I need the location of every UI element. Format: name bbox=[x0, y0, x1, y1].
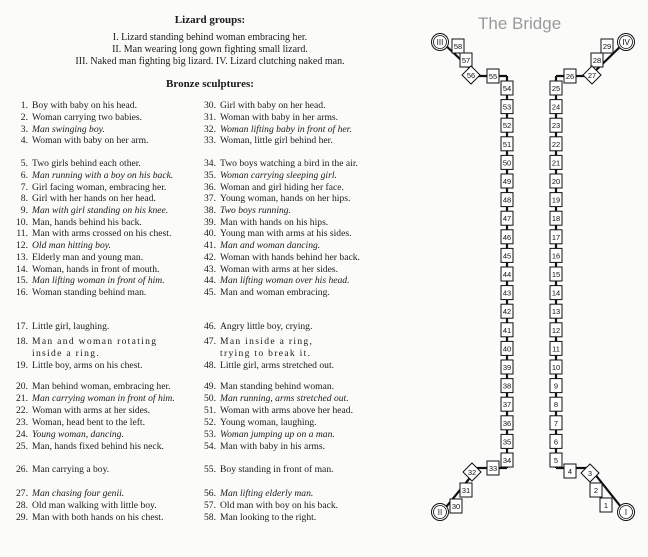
entry-text: Young woman, laughing. bbox=[220, 417, 317, 428]
entry-number: 5. bbox=[20, 158, 28, 169]
sculpture-number: 50 bbox=[502, 158, 512, 168]
entry-number: 3. bbox=[20, 124, 28, 135]
sculpture-number: 38 bbox=[502, 381, 512, 391]
entry-number: 13. bbox=[16, 252, 28, 263]
lizard-line: III. Naked man fighting big lizard. IV. Lizard clutching naked man. bbox=[75, 56, 345, 67]
entry-number: 15. bbox=[16, 275, 28, 286]
entry-text: Man, hands fixed behind his neck. bbox=[32, 441, 164, 452]
bronze-heading: Bronze sculptures: bbox=[166, 78, 254, 90]
sculpture-number: 41 bbox=[502, 325, 512, 335]
sculpture-number: 27 bbox=[587, 71, 597, 80]
entry-text: Man looking to the right. bbox=[220, 512, 317, 523]
entry-number: 10. bbox=[16, 217, 28, 228]
entry-text: Woman standing behind man. bbox=[32, 287, 147, 298]
sculpture-number: 25 bbox=[551, 84, 561, 93]
entry-text: Man carrying a boy. bbox=[32, 464, 110, 475]
sculpture-number: 52 bbox=[502, 121, 512, 131]
sculpture-number: 3 bbox=[587, 469, 593, 478]
entry-number: 12. bbox=[16, 240, 28, 251]
entry-number: 40. bbox=[204, 228, 216, 239]
sculpture-number: 28 bbox=[592, 56, 602, 65]
sculpture-number: 19 bbox=[551, 195, 561, 205]
entry-text: trying to break it. bbox=[220, 348, 312, 359]
entry-text: Little girl, arms stretched out. bbox=[220, 360, 335, 371]
entry-number: 47. bbox=[204, 336, 216, 347]
entry-text: Woman lifting baby in front of her. bbox=[220, 124, 352, 135]
sculpture-number: 44 bbox=[502, 270, 512, 279]
entry-number: 31. bbox=[204, 112, 216, 123]
entry-text: Woman carrying sleeping girl. bbox=[220, 170, 337, 181]
sculpture-number: 9 bbox=[553, 381, 559, 391]
entry-text: Man running with a boy on his back. bbox=[32, 170, 174, 181]
entry-text: Little girl, laughing. bbox=[32, 321, 110, 332]
sculpture-number: 40 bbox=[502, 344, 512, 354]
entry-number: 37. bbox=[204, 193, 216, 204]
entry-number: 22. bbox=[16, 405, 28, 416]
entry-text: Man running, arms stretched out. bbox=[220, 393, 349, 404]
sculpture-number: 6 bbox=[553, 437, 559, 447]
entry-number: 34. bbox=[204, 158, 216, 169]
sculpture-number: 47 bbox=[502, 214, 512, 224]
sculpture-number: 12 bbox=[551, 325, 561, 335]
sculpture-number: 7 bbox=[553, 418, 559, 428]
entry-text: Man behind woman, embracing her. bbox=[32, 381, 171, 392]
entry-number: 14. bbox=[16, 264, 28, 275]
entry-text: Girl with baby on her head. bbox=[220, 100, 326, 111]
entry-text: Woman, head bent to the left. bbox=[32, 417, 145, 428]
lizard-group-number: IV bbox=[622, 38, 630, 47]
entry-number: 20. bbox=[16, 381, 28, 392]
sculpture-number: 46 bbox=[502, 232, 512, 242]
entry-text: Man with arms crossed on his chest. bbox=[32, 228, 172, 239]
entry-number: 57. bbox=[204, 500, 216, 511]
entry-text: Woman with baby in her arms. bbox=[220, 112, 339, 123]
sculpture-number: 54 bbox=[502, 84, 512, 93]
entry-number: 58. bbox=[204, 512, 216, 523]
sculpture-number: 29 bbox=[602, 42, 612, 51]
entry-text: Man lifting woman in front of him. bbox=[32, 275, 165, 286]
entry-number: 52. bbox=[204, 417, 216, 428]
entry-text: Old man walking with little boy. bbox=[32, 500, 157, 511]
lizard-group-number: I bbox=[624, 508, 628, 517]
entry-number: 6. bbox=[20, 170, 28, 181]
entry-text: Woman with arms at her sides. bbox=[220, 264, 339, 275]
sculpture-number: 10 bbox=[551, 363, 561, 372]
entry-number: 19. bbox=[16, 360, 28, 371]
entry-number: 54. bbox=[204, 441, 216, 452]
entry-text: Young man with arms at his sides. bbox=[220, 228, 352, 239]
sculpture-number: 45 bbox=[502, 251, 512, 261]
entry-text: Woman carrying two babies. bbox=[32, 112, 143, 123]
entry-text: Man lifting woman over his head. bbox=[220, 275, 350, 286]
entry-number: 27. bbox=[16, 488, 28, 499]
entry-text: Man standing behind woman. bbox=[220, 381, 335, 392]
entry-text: Man with girl standing on his knee. bbox=[32, 205, 169, 216]
sculpture-number: 32 bbox=[467, 468, 477, 477]
entry-text: Two boys running. bbox=[220, 205, 291, 216]
entry-text: Young woman, dancing. bbox=[32, 429, 124, 440]
sculpture-number: 23 bbox=[551, 121, 561, 131]
bridge-map bbox=[420, 0, 648, 557]
sculpture-number: 4 bbox=[567, 467, 573, 476]
entry-number: 24. bbox=[16, 429, 28, 440]
sculpture-number: 56 bbox=[466, 71, 476, 80]
entry-text: Man with hands on his hips. bbox=[220, 217, 329, 228]
entry-text: Boy standing in front of man. bbox=[220, 464, 334, 475]
lizard-group-number: II bbox=[437, 508, 443, 517]
sculpture-number: 8 bbox=[553, 400, 559, 410]
sculpture-number: 2 bbox=[593, 486, 599, 495]
entry-text: Man chasing four genii. bbox=[32, 488, 125, 499]
entry-text: Man with baby in his arms. bbox=[220, 441, 325, 452]
sculpture-number: 30 bbox=[451, 502, 461, 511]
entry-text: Old man with boy on his back. bbox=[220, 500, 339, 511]
entry-text: Woman with baby on her arm. bbox=[32, 135, 149, 146]
entry-text: Elderly man and young man. bbox=[32, 252, 144, 263]
entry-number: 17. bbox=[16, 321, 28, 332]
lizard-line: I. Lizard standing behind woman embracing her. bbox=[112, 32, 308, 43]
entry-number: 42. bbox=[204, 252, 216, 263]
sculpture-number: 35 bbox=[502, 437, 512, 447]
entry-number: 11. bbox=[16, 228, 28, 239]
sculpture-number: 13 bbox=[551, 307, 561, 317]
watermark: The Bridge bbox=[478, 14, 562, 33]
sculpture-number: 53 bbox=[502, 102, 512, 112]
entry-number: 51. bbox=[204, 405, 216, 416]
sculpture-number: 55 bbox=[488, 72, 498, 81]
sculpture-number: 43 bbox=[502, 288, 512, 298]
entry-text: Man swinging boy. bbox=[32, 124, 105, 135]
entry-text: Man with both hands on his chest. bbox=[32, 512, 164, 523]
lizard-list bbox=[0, 32, 420, 68]
entry-number: 45. bbox=[204, 287, 216, 298]
entry-text: Man and woman embracing. bbox=[220, 287, 330, 298]
entry-number: 7. bbox=[20, 182, 28, 193]
sculpture-number: 11 bbox=[552, 344, 560, 354]
sculpture-number: 20 bbox=[551, 177, 561, 186]
sculpture-number: 16 bbox=[551, 251, 561, 261]
entry-number: 4. bbox=[20, 135, 28, 146]
entry-text: Young woman, hands on her hips. bbox=[220, 193, 351, 204]
entry-number: 38. bbox=[204, 205, 216, 216]
entry-text: Man carrying woman in front of him. bbox=[32, 393, 175, 404]
entry-text: inside a ring. bbox=[32, 348, 101, 359]
entry-number: 36. bbox=[204, 182, 216, 193]
lizard-line: II. Man wearing long gown fighting small lizard. bbox=[112, 44, 308, 55]
entry-number: 30. bbox=[204, 100, 216, 111]
sculpture-number: 17 bbox=[551, 232, 561, 242]
lizard-group-number: III bbox=[436, 38, 444, 47]
entry-number: 1. bbox=[20, 100, 28, 111]
entry-number: 33. bbox=[204, 135, 216, 146]
sculpture-number: 5 bbox=[553, 456, 559, 465]
entry-number: 25. bbox=[16, 441, 28, 452]
sculpture-number: 48 bbox=[502, 195, 512, 205]
entry-text: Two girls behind each other. bbox=[32, 158, 141, 169]
entry-text: Man, hands behind his back. bbox=[32, 217, 142, 228]
sculpture-number: 51 bbox=[502, 139, 512, 149]
entry-text: Woman with arms above her head. bbox=[220, 405, 353, 416]
sculpture-number: 49 bbox=[502, 177, 512, 186]
entry-text: Woman with arms at her sides. bbox=[32, 405, 151, 416]
entry-number: 23. bbox=[16, 417, 28, 428]
entry-number: 50. bbox=[204, 393, 216, 404]
entry-number: 39. bbox=[204, 217, 216, 228]
entry-text: Man inside a ring, bbox=[220, 336, 314, 347]
sculpture-number: 33 bbox=[488, 464, 498, 473]
entry-number: 56. bbox=[204, 488, 216, 499]
entry-text: Old man hitting boy. bbox=[32, 240, 111, 251]
entry-text: Woman with hands behind her back. bbox=[220, 252, 360, 263]
entry-text: Girl facing woman, embracing her. bbox=[32, 182, 167, 193]
entry-number: 49. bbox=[204, 381, 216, 392]
sculpture-number: 18 bbox=[551, 214, 561, 224]
entry-number: 2. bbox=[20, 112, 28, 123]
entry-number: 16. bbox=[16, 287, 28, 298]
entry-text: Angry little boy, crying. bbox=[220, 321, 313, 332]
sculpture-number: 34 bbox=[502, 456, 512, 465]
sculpture-number: 58 bbox=[453, 42, 463, 51]
entry-text: Girl with her hands on her head. bbox=[32, 193, 156, 204]
entry-text: Woman, little girl behind her. bbox=[220, 135, 333, 146]
entry-number: 35. bbox=[204, 170, 216, 181]
entry-number: 29. bbox=[16, 512, 28, 523]
entry-number: 28. bbox=[16, 500, 28, 511]
entry-number: 41. bbox=[204, 240, 216, 251]
entry-text: Woman jumping up on a man. bbox=[220, 429, 335, 440]
entry-text: Boy with baby on his head. bbox=[32, 100, 137, 111]
sculpture-number: 22 bbox=[551, 139, 561, 149]
entry-text: Woman and girl hiding her face. bbox=[220, 182, 344, 193]
entry-text: Two boys watching a bird in the air. bbox=[220, 158, 358, 169]
sculpture-number: 15 bbox=[551, 270, 561, 279]
sculpture-number: 14 bbox=[551, 288, 561, 298]
sculpture-number: 39 bbox=[502, 363, 512, 372]
sculpture-number: 36 bbox=[502, 418, 512, 428]
sculpture-number: 57 bbox=[461, 56, 471, 65]
entry-number: 9. bbox=[20, 205, 28, 216]
entry-text: Little boy, arms on his chest. bbox=[32, 360, 143, 371]
entry-number: 53. bbox=[204, 429, 216, 440]
entry-text: Man and woman rotating bbox=[32, 336, 158, 347]
entry-text: Man lifting elderly man. bbox=[220, 488, 314, 499]
entry-number: 21. bbox=[16, 393, 28, 404]
entry-number: 8. bbox=[20, 193, 28, 204]
entry-text: Man and woman dancing. bbox=[220, 240, 321, 251]
sculpture-number: 42 bbox=[502, 307, 512, 317]
lizard-heading: Lizard groups: bbox=[174, 14, 246, 26]
sculpture-number: 37 bbox=[502, 400, 512, 410]
entry-number: 32. bbox=[204, 124, 216, 135]
entry-number: 48. bbox=[204, 360, 216, 371]
sculpture-number: 31 bbox=[461, 486, 471, 495]
entry-number: 44. bbox=[204, 275, 216, 286]
sculpture-number: 26 bbox=[565, 72, 575, 81]
sculpture-number: 21 bbox=[551, 158, 561, 168]
entry-number: 18. bbox=[16, 336, 28, 347]
entry-number: 43. bbox=[204, 264, 216, 275]
entry-number: 26. bbox=[16, 464, 28, 475]
entry-text: Woman, hands in front of mouth. bbox=[32, 264, 160, 275]
sculpture-number: 24 bbox=[551, 102, 561, 112]
entry-number: 55. bbox=[204, 464, 216, 475]
entry-number: 46. bbox=[204, 321, 216, 332]
sculpture-number: 1 bbox=[603, 501, 609, 510]
